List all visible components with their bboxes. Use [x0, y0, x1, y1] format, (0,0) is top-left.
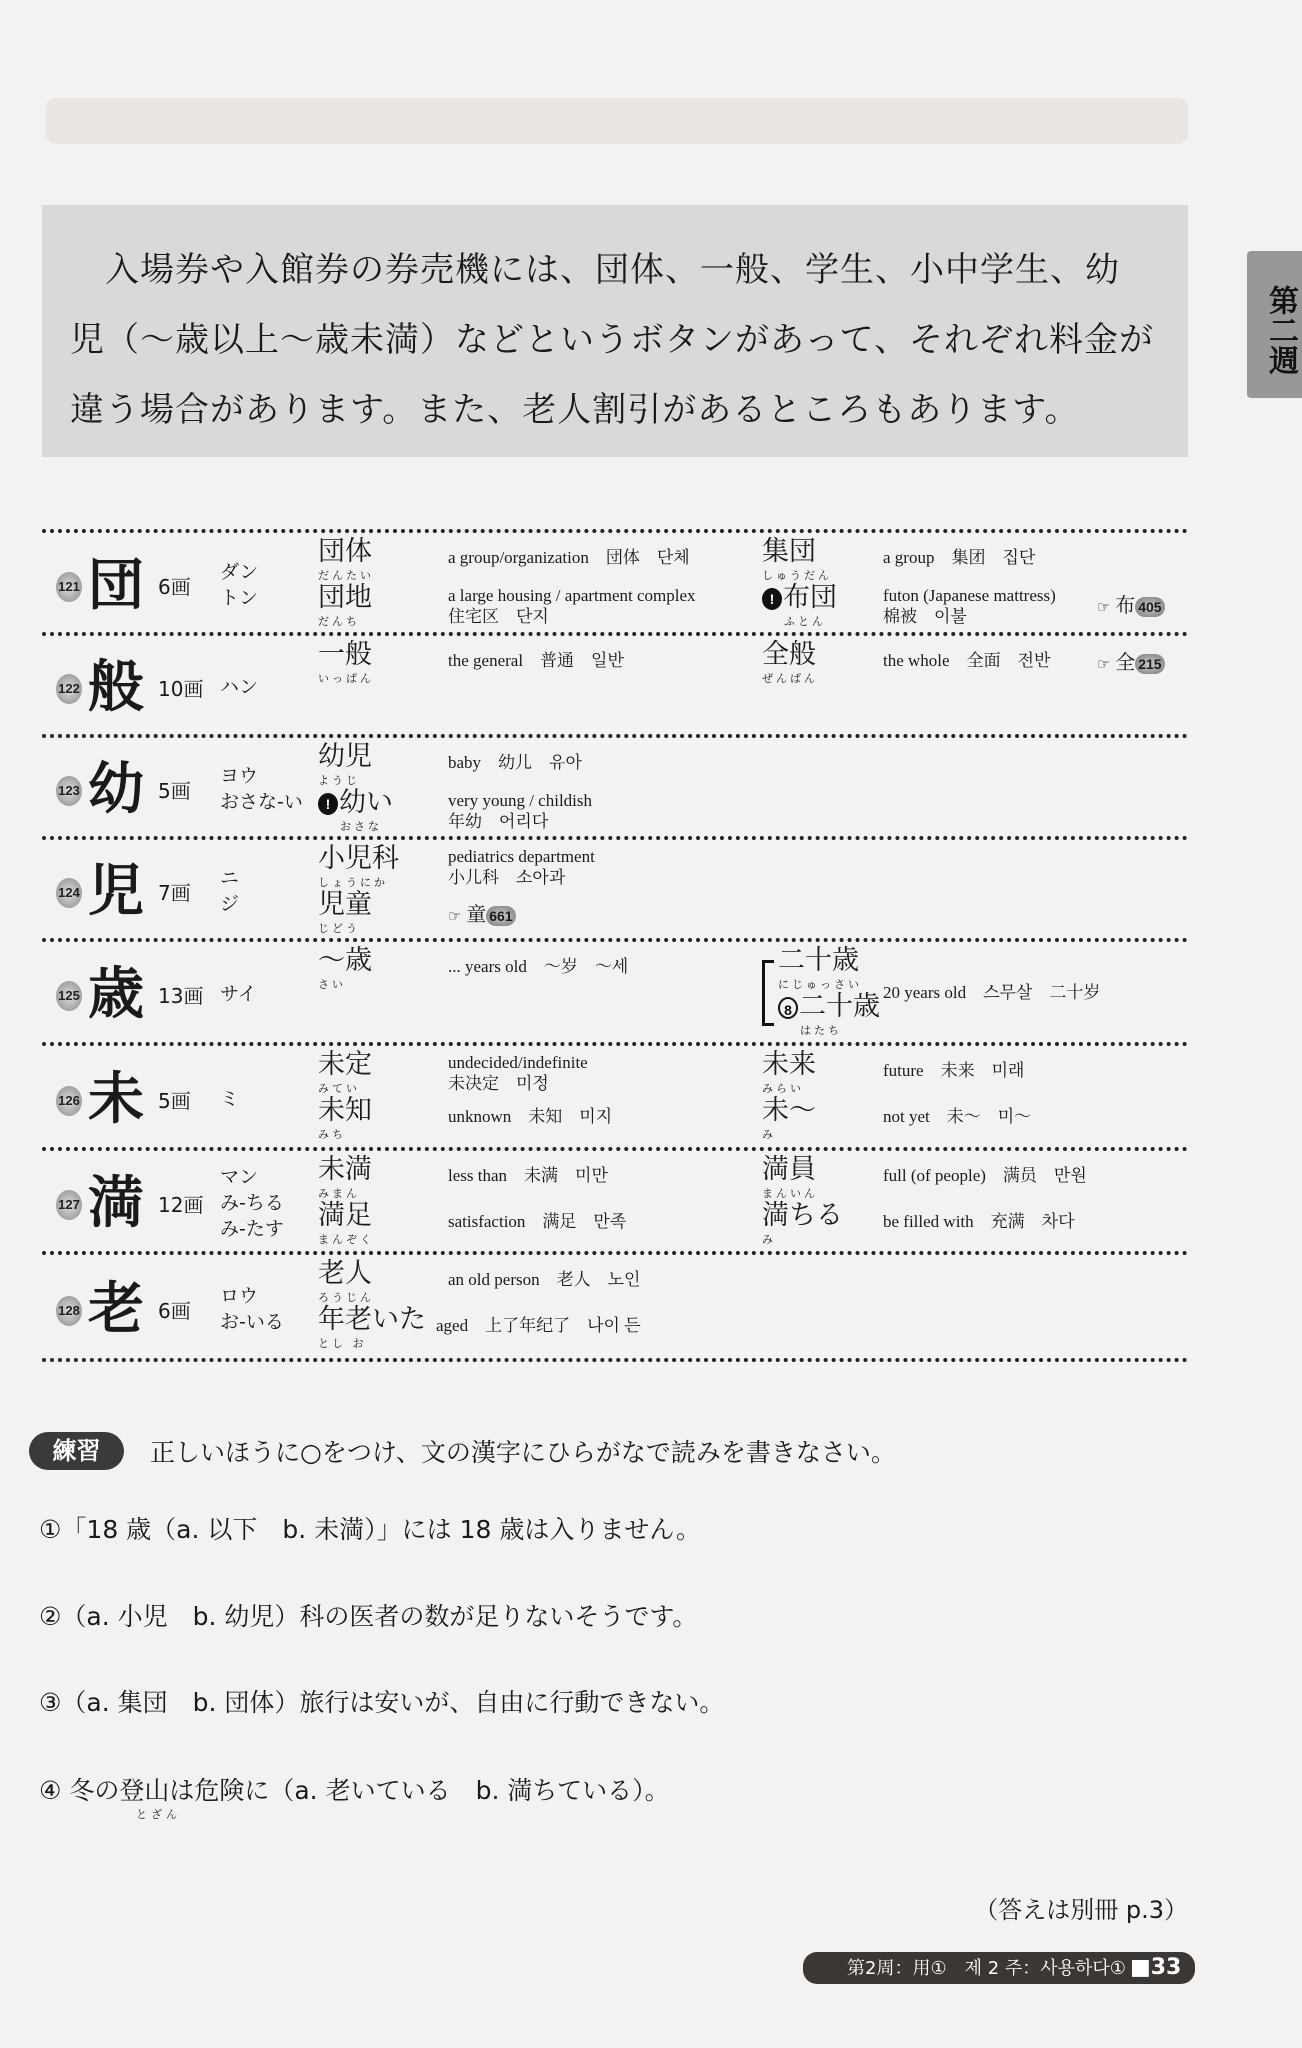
reading: ヨウ	[220, 765, 259, 787]
stroke-count: 12画	[158, 1193, 204, 1217]
question-2: ②（a. 小児 b. 幼児）科の医者の数が足りないそうです。	[39, 1602, 698, 1631]
stroke-count: 5画	[158, 779, 191, 803]
vocab-meaning	[883, 547, 1035, 568]
vocab-word	[318, 788, 393, 818]
entry-number: 121	[56, 572, 82, 602]
vocab-word	[318, 1259, 372, 1289]
dotted-divider	[42, 632, 1188, 636]
faded-header-banner	[46, 98, 1188, 144]
vocab-meaning	[448, 752, 582, 773]
entry-number: 126	[56, 1086, 82, 1116]
pointing-hand-icon: ☞	[1097, 598, 1116, 616]
vocab-word	[762, 1155, 816, 1185]
ref-kanji: 全	[1115, 650, 1136, 674]
vocab-meaning	[436, 1315, 641, 1336]
vocab-word-text: 団体	[318, 536, 372, 567]
entry-number: 122	[56, 674, 82, 704]
kanji-readings	[220, 865, 239, 917]
passage-line: 児（～歳以上～歳未満）などというボタンがあって、それぞれ料金が	[70, 320, 1154, 360]
vocab-meaning	[448, 1052, 588, 1094]
dotted-divider	[42, 734, 1188, 738]
vocab-meaning	[883, 650, 1050, 671]
stroke-count: 7画	[158, 881, 191, 905]
vocab-meaning	[448, 585, 696, 627]
vocab-word-text: 二十歳	[799, 991, 880, 1022]
reading: ロウ	[220, 1284, 259, 1307]
vocab-furigana: まんぞく	[318, 1233, 374, 1246]
kanji-character: 児	[88, 858, 144, 924]
reading: ハン	[220, 676, 259, 698]
dotted-divider	[42, 1042, 1188, 1046]
answer-note: （答えは別冊 p.3）	[974, 1896, 1188, 1924]
vocab-meaning: 20 years old 스무살 二十岁	[883, 983, 1101, 1002]
reading: ダン	[220, 560, 259, 583]
vocab-furigana: ようじ	[318, 774, 360, 787]
vocab-furigana: はたち	[800, 1024, 842, 1037]
kanji-character: 般	[88, 654, 144, 720]
bracket-mark	[762, 960, 774, 1026]
vocab-meaning	[448, 846, 595, 888]
vocab-word	[318, 1305, 426, 1335]
meaning-line: undecided/indefinite	[448, 1053, 588, 1072]
vocab-furigana: ぜんぱん	[762, 672, 818, 685]
meaning-line: 住宅区 단지	[448, 607, 549, 626]
kanji-character: 老	[88, 1275, 144, 1342]
footer-label: 第2周：用① 제 2 주：사용하다①	[847, 1958, 1126, 1979]
dotted-divider	[42, 529, 1188, 533]
kanji-character: 満	[88, 1170, 144, 1236]
entry-number: 125	[56, 981, 82, 1011]
entry-number: 123	[56, 776, 82, 806]
vocab-word-text: 児童	[318, 889, 372, 920]
reading: お-いる	[220, 1310, 284, 1333]
kanji-character: 団	[88, 551, 144, 618]
vocab-furigana: おさな	[340, 820, 382, 833]
reading: おさな-い	[220, 791, 303, 813]
vocab-word	[318, 890, 372, 920]
page-number: ■33	[1129, 1955, 1182, 1980]
week-side-tab[interactable]: 第二週	[1247, 251, 1302, 398]
vocab-word-text: 幼児	[318, 741, 372, 772]
vocab-word	[762, 1050, 816, 1080]
vocab-word	[318, 742, 372, 772]
meaning-line: full (of people) 满员 만원	[883, 1166, 1087, 1185]
meaning-line: a group/organization 団体 단체	[448, 548, 690, 567]
meaning-line: aged 上了年纪了 나이 든	[436, 1316, 641, 1335]
vocab-meaning	[448, 1165, 608, 1186]
vocab-word	[318, 1155, 372, 1185]
vocab-word-text: 小児科	[318, 843, 399, 874]
entry-number: 127	[56, 1190, 82, 1220]
question-4-furigana: とざん	[136, 1808, 181, 1821]
vocab-word-text: 布団	[783, 582, 837, 613]
vocab-furigana: しゅうだん	[762, 569, 832, 582]
vocab-furigana: だんたい	[318, 569, 374, 582]
kanji-character: 未	[88, 1065, 144, 1132]
vocab-furigana: にじゅっさい	[778, 978, 862, 991]
vocab-word-text: 未～	[762, 1095, 816, 1126]
vocab-word	[318, 946, 372, 976]
vocab-meaning	[448, 1269, 640, 1290]
reading: ジ	[220, 893, 240, 915]
vocab-meaning	[448, 650, 624, 671]
meaning-line: 未决定 미정	[448, 1074, 549, 1093]
vocab-word	[318, 640, 372, 670]
exclamation-icon: !	[318, 793, 338, 815]
vocab-word	[762, 1096, 816, 1126]
vocab-word	[318, 537, 372, 567]
stroke-count: 10画	[158, 677, 204, 701]
meaning-line: the whole 全面 전반	[883, 651, 1051, 670]
vocab-word-text: 老人	[318, 1258, 372, 1289]
meaning-line: less than 未满 미만	[448, 1166, 608, 1185]
vocab-word	[318, 844, 399, 874]
meaning-line: satisfaction 满足 만족	[448, 1212, 627, 1231]
meaning-line: a large housing / apartment complex	[448, 586, 696, 605]
vocab-word	[762, 1201, 843, 1231]
kanji-readings	[220, 981, 257, 1007]
exercise-badge: 練習	[29, 1432, 124, 1470]
vocab-word	[762, 583, 837, 613]
entry-number: 124	[56, 878, 82, 908]
vocab-furigana: みち	[318, 1128, 346, 1141]
meaning-line: 棉被 이불	[883, 607, 967, 626]
vocab-furigana: みまん	[318, 1187, 360, 1200]
vocab-meaning	[448, 956, 628, 977]
vocab-furigana: いっぱん	[318, 672, 374, 685]
vocab-word-text: 全般	[762, 639, 816, 670]
vocab-furigana: だんち	[318, 615, 360, 628]
ref-number: 405	[1135, 597, 1164, 617]
dotted-divider	[42, 1251, 1188, 1255]
vocab-furigana: しょうにか	[318, 876, 388, 889]
passage-line: 違う場合があります。また、老人割引があるところもあります。	[70, 390, 1080, 430]
dotted-divider	[42, 938, 1188, 942]
meaning-line: pediatrics department	[448, 847, 595, 866]
dotted-divider	[42, 836, 1188, 840]
vocab-word	[762, 640, 816, 670]
cross-reference[interactable]	[1097, 646, 1165, 675]
page-footer	[803, 1952, 1195, 1984]
vocab-furigana: みてい	[318, 1082, 360, 1095]
vocab-meaning	[448, 1211, 626, 1232]
vocab-meaning	[883, 1060, 1024, 1081]
entry-number: 128	[56, 1296, 82, 1326]
meaning-line: be filled with 充满 차다	[883, 1212, 1075, 1231]
kanji-character: 幼	[88, 756, 144, 822]
vocab-word-text: 一般	[318, 639, 372, 670]
vocab-word	[778, 946, 859, 976]
meaning-line: not yet 未～ 미～	[883, 1107, 1032, 1126]
meaning-line: ... years old ～岁 ～세	[448, 957, 629, 976]
kanji-readings	[220, 674, 258, 700]
pointing-hand-icon: ☞	[1097, 655, 1116, 673]
special-reading-icon: 8	[778, 997, 798, 1019]
vocab-word	[318, 1096, 372, 1126]
meaning-line: 年幼 어리다	[448, 812, 549, 831]
kanji-readings	[220, 559, 258, 611]
vocab-word	[318, 1201, 372, 1231]
stroke-count: 6画	[158, 1298, 191, 1323]
ref-kanji: 布	[1115, 593, 1136, 617]
vocab-furigana: みらい	[762, 1082, 804, 1095]
kanji-character: 歳	[88, 961, 144, 1027]
vocab-word-text: 幼い	[339, 787, 393, 818]
question-1: ①「18 歳（a. 以下 b. 未満）」には 18 歳は入りません。	[39, 1515, 701, 1544]
reading: み-ちる	[220, 1192, 284, 1214]
pointing-hand-icon: ☞	[448, 907, 467, 925]
vocab-meaning	[883, 585, 1056, 627]
kanji-readings	[220, 1164, 284, 1242]
cross-reference[interactable]	[1097, 589, 1165, 618]
reading-passage	[42, 205, 1188, 457]
meaning-line: baby 幼儿 유아	[448, 753, 582, 772]
kanji-readings	[220, 1283, 284, 1335]
cross-reference[interactable]	[448, 898, 516, 927]
vocab-word-text: 満足	[318, 1200, 372, 1231]
kanji-readings	[220, 763, 303, 815]
vocab-meaning	[883, 1106, 1031, 1127]
reading: ミ	[220, 1087, 240, 1110]
question-4: ④ 冬の登山は危険に（a. 老いている b. 満ちている）。	[39, 1776, 670, 1805]
vocab-furigana: さい	[318, 978, 346, 991]
stroke-count: 5画	[158, 1088, 191, 1113]
dotted-divider	[42, 1358, 1188, 1362]
dotted-divider	[42, 1147, 1188, 1151]
meaning-line: an old person 老人 노인	[448, 1270, 641, 1289]
vocab-word	[762, 537, 816, 567]
vocab-word-text: 二十歳	[778, 945, 859, 976]
vocab-word-text: 年老いた	[318, 1304, 426, 1335]
vocab-word-text: 満員	[762, 1154, 816, 1185]
ref-number: 215	[1135, 654, 1164, 674]
meaning-line: 小儿科 소아과	[448, 868, 566, 887]
vocab-furigana: まんいん	[762, 1187, 818, 1200]
vocab-furigana: ろうじん	[318, 1291, 374, 1304]
reading: サイ	[220, 983, 257, 1005]
vocab-meaning	[883, 1165, 1087, 1186]
meaning-line: the general 普通 일반	[448, 651, 624, 670]
vocab-furigana: とし お	[318, 1337, 367, 1350]
reading: み-たす	[220, 1218, 284, 1240]
reading: トン	[220, 586, 259, 609]
vocab-furigana: ふとん	[784, 615, 826, 628]
kanji-readings	[220, 1086, 239, 1112]
vocab-word-text: 満ちる	[762, 1200, 843, 1231]
vocab-word-text: 団地	[318, 582, 372, 613]
vocab-word	[778, 992, 880, 1022]
vocab-furigana: じどう	[318, 922, 360, 935]
meaning-line: futon (Japanese mattress)	[883, 586, 1056, 605]
exclamation-icon: !	[762, 588, 782, 610]
vocab-word-text: 集団	[762, 536, 816, 567]
vocab-meaning	[883, 1211, 1075, 1232]
meaning-line: very young / childish	[448, 791, 593, 810]
vocab-word	[318, 1050, 372, 1080]
ref-kanji: 童	[466, 902, 487, 926]
vocab-word-text: 未来	[762, 1049, 816, 1080]
stroke-count: 13画	[158, 984, 204, 1008]
vocab-furigana: み	[762, 1128, 776, 1141]
question-3: ③（a. 集団 b. 団体）旅行は安いが、自由に行動できない。	[39, 1688, 725, 1717]
reading: マン	[220, 1166, 259, 1188]
vocab-word-text: 未定	[318, 1049, 372, 1080]
vocab-word-text: 未満	[318, 1154, 372, 1185]
stroke-count: 6画	[158, 574, 191, 599]
vocab-word-text: 未知	[318, 1095, 372, 1126]
vocab-word-text: ～歳	[318, 945, 372, 976]
vocab-word	[318, 583, 372, 613]
meaning-line: future 未来 미래	[883, 1061, 1025, 1080]
reading: ニ	[220, 867, 240, 889]
vocab-meaning	[448, 1106, 612, 1127]
vocab-meaning	[448, 790, 592, 832]
vocab-furigana: み	[762, 1233, 776, 1246]
passage-line: 入場券や入館券の券売機には、団体、一般、学生、小中学生、幼	[70, 250, 1120, 290]
ref-number: 661	[486, 906, 515, 926]
exercise-instruction: 正しいほうに○をつけ、文の漢字にひらがなで読みを書きなさい。	[150, 1438, 896, 1467]
meaning-line: a group 集团 집단	[883, 548, 1036, 567]
vocab-meaning	[448, 547, 690, 568]
meaning-line: unknown 未知 미지	[448, 1107, 613, 1126]
